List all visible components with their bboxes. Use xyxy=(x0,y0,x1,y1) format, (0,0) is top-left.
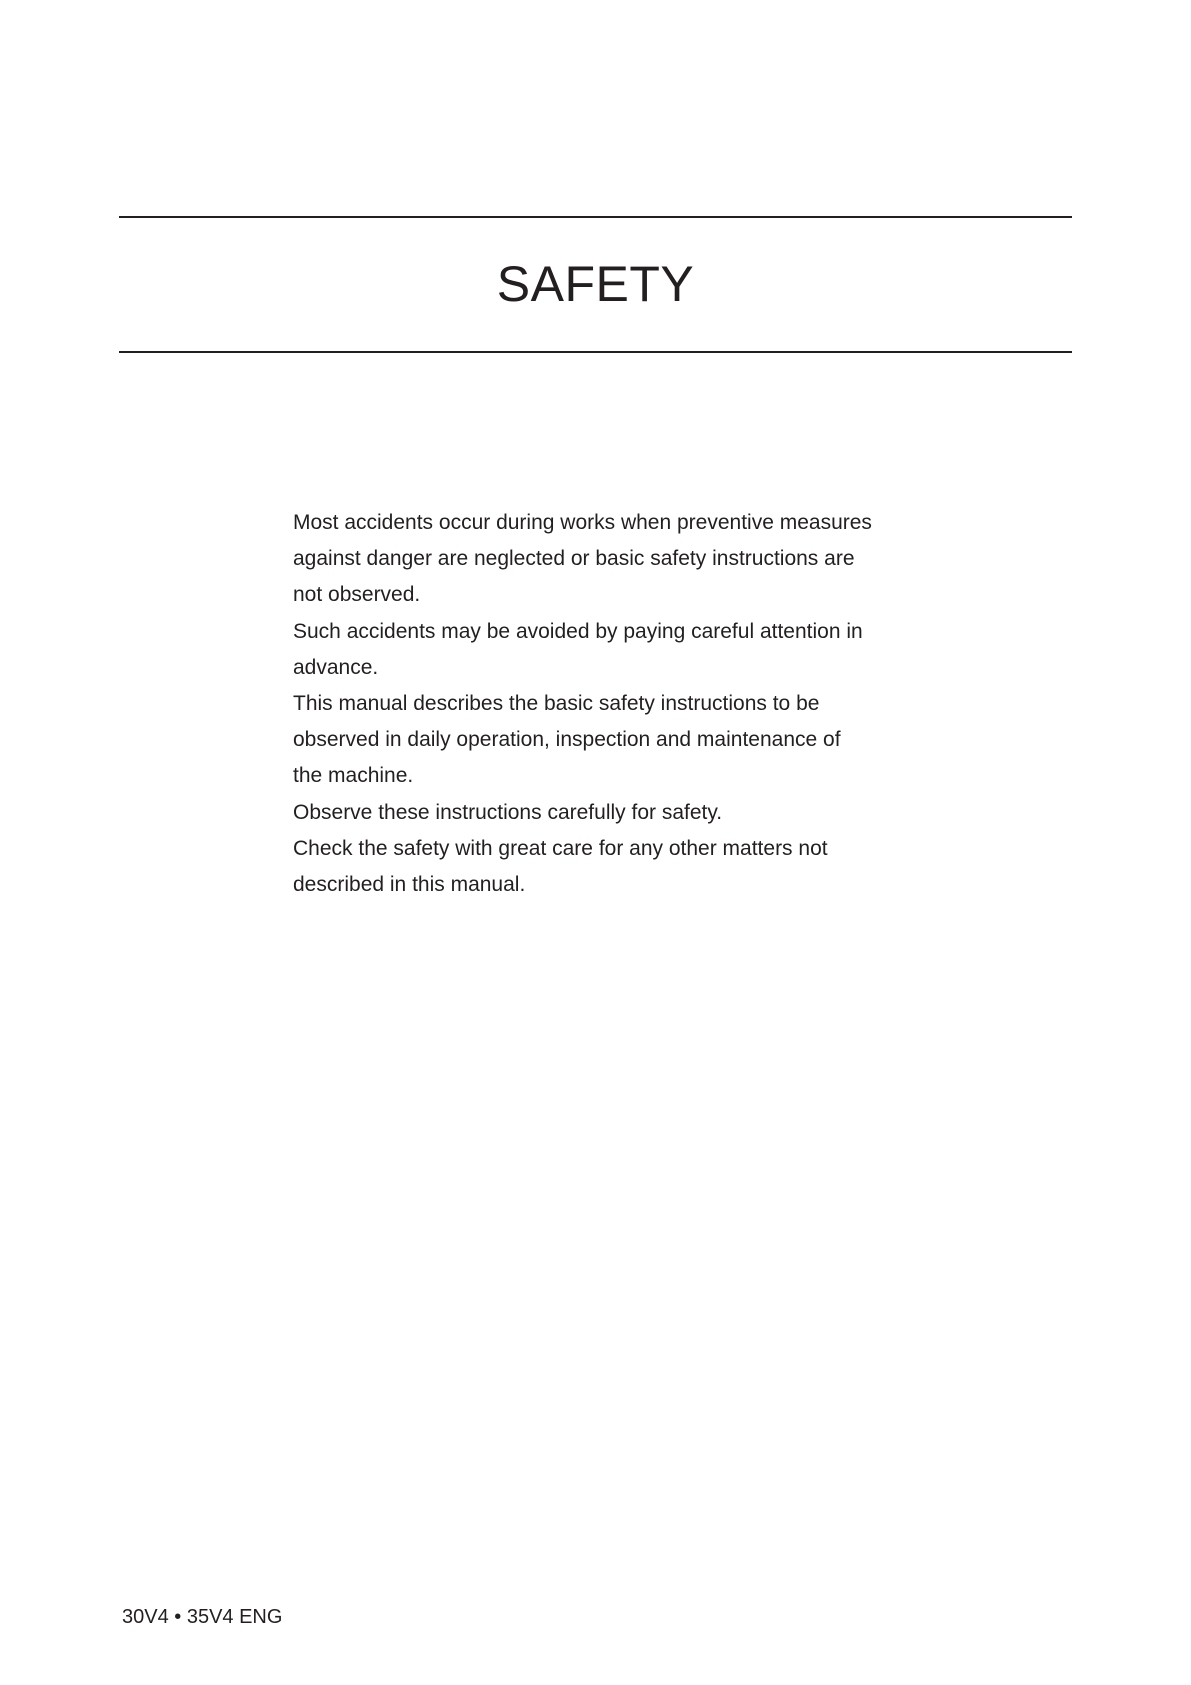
body-line: not observed. xyxy=(293,583,421,607)
body-line: Observe these instructions carefully for safety. xyxy=(293,800,723,824)
body-line: described in this manual. xyxy=(293,873,526,897)
body-line: against danger are neglected or basic safety instructions are xyxy=(293,547,855,571)
title-top-rule xyxy=(119,216,1072,218)
body-line: observed in daily operation, inspection and maintenance of xyxy=(293,728,841,752)
page-title: SAFETY xyxy=(496,256,695,312)
body-line: Check the safety with great care for any other matters not xyxy=(293,836,828,860)
body-line: Such accidents may be avoided by paying careful attention in xyxy=(293,619,863,643)
safety-intro-text xyxy=(293,505,953,903)
page-footer-model: 30V4 • 35V4 ENG xyxy=(122,1606,283,1628)
body-line: advance. xyxy=(293,655,379,679)
body-line: This manual describes the basic safety instructions to be xyxy=(293,692,820,716)
body-line: Most accidents occur during works when preventive measures xyxy=(293,511,872,534)
title-bottom-rule xyxy=(119,351,1072,353)
body-line: the machine. xyxy=(293,764,414,788)
